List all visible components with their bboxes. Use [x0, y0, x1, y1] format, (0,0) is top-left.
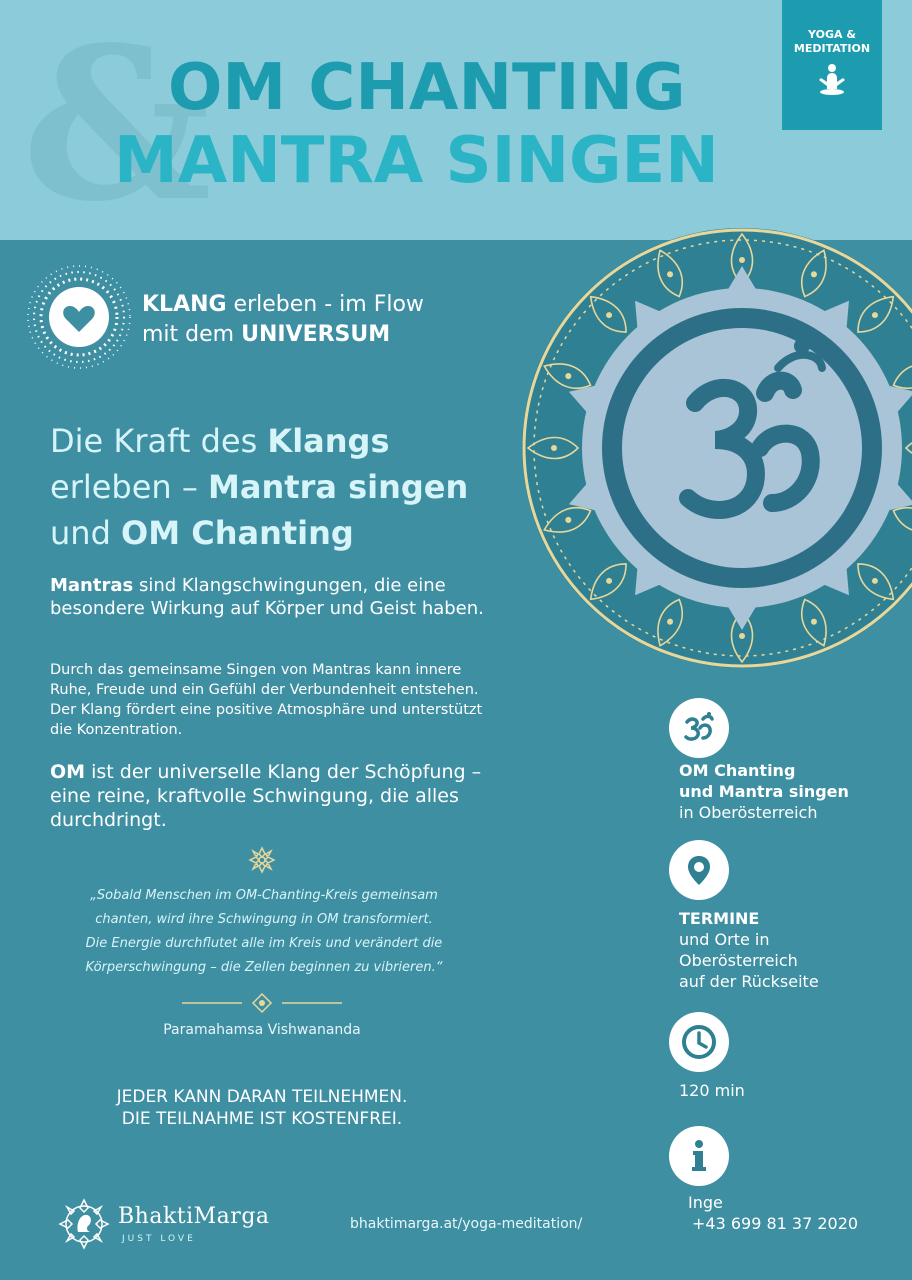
termine-bold: TERMINE [679, 909, 760, 928]
quote-line2: chanten, wird ihre Schwingung in OM transformiert. [95, 912, 433, 927]
join-line1: JEDER KANN DARAN TEILNEHMEN. [116, 1087, 408, 1107]
contact-name: Inge [688, 1193, 723, 1212]
quote-separator-icon [182, 992, 342, 1014]
quote [54, 884, 474, 980]
quote-line3: Die Energie durchflutet alle im Kreis und verändert die [85, 936, 443, 951]
bhaktimarga-logo-icon [56, 1196, 112, 1252]
p1-bold: Mantras [50, 575, 134, 596]
paragraph-singing: Durch das gemeinsame Singen von Mantras kann innere Ruhe, Freude und ein Gefühl der Verbundenheit entstehen. Der Klang fördert eine positive Atmosphäre und unterstützt die Konzentration. [50, 662, 483, 738]
header-band [0, 0, 912, 240]
yoga-meditation-badge [782, 0, 882, 130]
lotus-ornament-icon [248, 846, 276, 874]
tagline [142, 290, 424, 350]
om-info-location: in Oberösterreich [679, 803, 818, 822]
logo-name: BhaktiMarga [118, 1204, 270, 1229]
tagline-text1: erleben - im Flow [226, 292, 424, 317]
headline-bold2: Mantra singen [208, 468, 469, 506]
quote-line4: Körperschwingung – die Zellen beginnen zu vibrieren.“ [85, 960, 443, 975]
duration-info-badge [669, 1012, 729, 1072]
quote-author: Paramahamsa Vishwananda [163, 1022, 361, 1038]
termine-line4: auf der Rückseite [679, 972, 819, 991]
contact-info-badge [669, 1126, 729, 1186]
p1-text: sind Klangschwingungen, die eine besondere Wirkung auf Körper und Geist haben. [50, 575, 484, 619]
p3-bold: OM [50, 761, 86, 783]
om-info-bold1: OM Chanting [679, 761, 796, 780]
location-info-badge [669, 840, 729, 900]
logo-subtitle: JUST LOVE [122, 1234, 196, 1244]
participation-note [50, 1086, 474, 1130]
title-line1: OM CHANTING [168, 51, 686, 125]
heart-badge [26, 264, 132, 374]
p3-text: ist der universelle Klang der Schöpfung – eine reine, kraftvolle Schwingung, die alles durchdringt. [50, 761, 482, 831]
title-line2: MANTRA SINGEN [114, 124, 719, 198]
headline-bold1: Klangs [267, 422, 390, 460]
contact-text [688, 1192, 858, 1234]
location-pin-icon [682, 853, 716, 887]
heart-icon [26, 264, 132, 370]
termine-line2: und Orte in [679, 930, 770, 949]
headline-part1: Die Kraft des [50, 422, 268, 460]
om-mandala-icon [510, 218, 912, 678]
info-icon [684, 1139, 714, 1173]
om-info-badge [669, 698, 729, 758]
headline-part3: und [50, 514, 122, 552]
join-line2: DIE TEILNAHME IST KOSTENFREI. [121, 1109, 403, 1129]
paragraph-mantras [50, 574, 490, 620]
tagline-bold1: KLANG [142, 292, 227, 317]
headline-part2: erleben – [50, 468, 209, 506]
om-info-bold2: und Mantra singen [679, 782, 849, 801]
termine-info-text [679, 908, 819, 992]
om-symbol-icon [679, 708, 719, 748]
badge-line1: YOGA & [808, 28, 856, 41]
website-link[interactable]: bhaktimarga.at/yoga-meditation/ [350, 1216, 583, 1232]
ampersand-decoration: & [22, 1, 212, 240]
contact-phone[interactable]: +43 699 81 37 2020 [692, 1214, 859, 1233]
headline [50, 418, 468, 556]
termine-line3: Oberösterreich [679, 951, 798, 970]
tagline-bold2: UNIVERSUM [241, 322, 391, 347]
om-info-text [679, 760, 849, 823]
duration-text: 120 min [679, 1081, 745, 1100]
paragraph-om [50, 760, 490, 832]
headline-bold3: OM Chanting [121, 514, 354, 552]
meditation-person-icon [815, 62, 849, 96]
badge-line2: MEDITATION [793, 42, 871, 55]
tagline-text2: mit dem [142, 322, 242, 347]
clock-icon [679, 1022, 719, 1062]
quote-line1: „Sobald Menschen im OM-Chanting-Kreis gemeinsam [90, 888, 438, 903]
